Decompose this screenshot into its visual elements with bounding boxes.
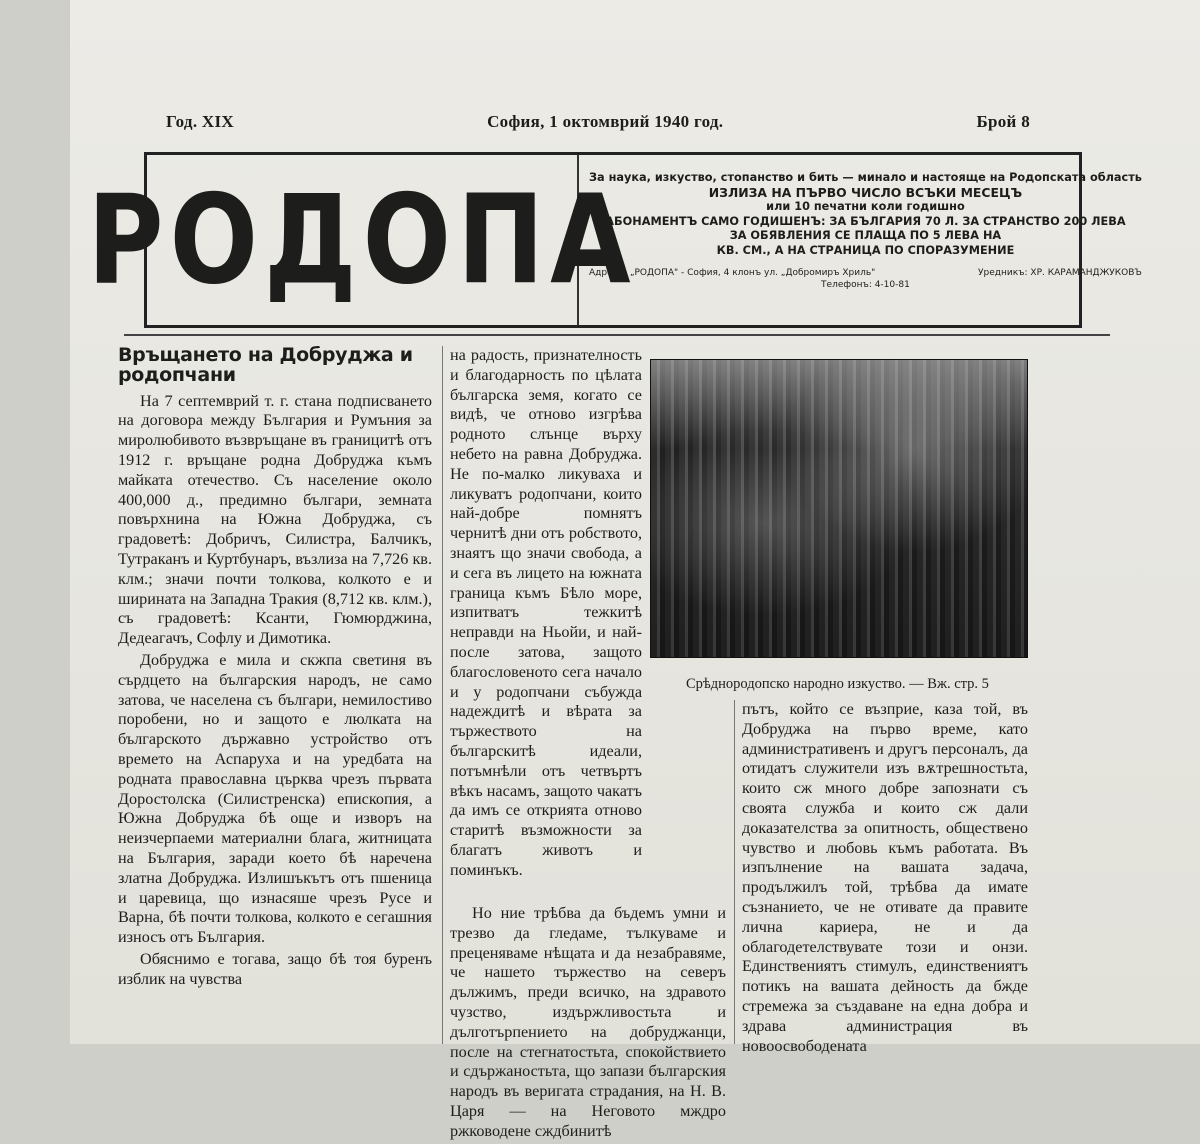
masthead-editor: Уредникъ: ХР. КАРАМАНДЖУКОВЪ: [978, 268, 1142, 278]
issue-number: Брой 8: [976, 112, 1030, 131]
photo-caption: Срѣднородопско народно изкуство. — Вж. стр. 5: [686, 676, 989, 692]
column-divider: [442, 346, 443, 1044]
masthead-phone: Телефонъ: 4-10-81: [821, 280, 910, 290]
article-headline: Връщането на Добруджа и родопчани: [118, 344, 413, 386]
masthead-frequency: ИЗЛИЗА НА ПЪРВО ЧИСЛО ВСЪКИ МЕСЕЦЪ: [708, 184, 1023, 200]
issue-header: [166, 112, 1030, 132]
newspaper-title: РОДОПА: [87, 168, 637, 312]
article-column-1: [118, 346, 432, 992]
masthead-info: [577, 155, 1150, 325]
masthead-pages: или 10 печатни коли годишно: [766, 200, 965, 213]
masthead-contacts: [589, 268, 1142, 278]
paragraph: пътъ, който се възприе, каза той, въ Добруджа на първо време, като административенъ и другъ персоналъ, да отидатъ служители изъ вѫтрешностьта, които сж много добре запознати съ своята служба и които сж дали доказателства за опитность, обществено чувство и любовь къмъ работата. Въ изпълнение на вашата задача, продължилъ той, трѣбва да имате съзнанието, че не отивате да правите лична кариера, не и да облагодетелствувате този и онзи. Единствениятъ стимулъ, единствениятъ потикъ на вашата дейность да бжде стремежа за създаване на една добра и здрава администрация въ новоосвободената: [742, 700, 1028, 1055]
masthead-address: Адресъ: „РОДОПА" - София, 4 клонъ ул. „Добромиръ Хриль": [589, 268, 876, 278]
masthead: [87, 152, 1142, 328]
column-divider: [734, 700, 735, 1044]
masthead-ads-2: КВ. СМ., А НА СТРАНИЦА ПО СПОРАЗУМЕНИЕ: [716, 243, 1015, 257]
newspaper-page: [70, 0, 1200, 1140]
article-column-2-top: [450, 346, 642, 883]
masthead-subscription: АБОНАМЕНТЪ САМО ГОДИШЕНЪ: ЗА БЪЛГАРИЯ 70 Л. ЗА СТРАНСТВО 200 ЛЕВА: [605, 214, 1126, 228]
article-column-2-bottom: [450, 904, 726, 1144]
group-photo: [650, 359, 1028, 658]
paragraph: На 7 септемврий т. г. стана подписването на договора между България и Румъния за миролюбивото възвръщане въ границитѣ отъ 1912 г. връщане родна Добруджа къмъ майката отечество. Съ население около 400,000 д., предимно българи, земната повърхнина на Южна Добруджа, съ градоветѣ: Добричъ, Силистра, Балчикъ, Тутраканъ и Куртбунаръ, възлиза на 7,726 кв. клм.; значи почти толкова, колкото е и ширината на Западна Тракия (8,712 кв. клм.), съ градоветѣ: Ксанти, Гюмюрджина, Дедеагачъ, Софлу и Димотика.: [118, 391, 432, 648]
article-column-3: [742, 700, 1028, 1058]
paragraph: Добруджа е мила и скжпа светиня въ сърдцето на българския народъ, не само затова, че населена съ българи, немилостиво поробени, но и защото е люлката на българското държавно устройство отъ времето на Аспаруха и на уредбата на родната православна църква чрезъ първата Доростолска (Силистренска) епископия, а Южна Добруджа бѣ още и изворъ на неизчерпаеми материални блага, житницата на България, заради което бѣ наречена златна Добруджа. Излишъкътъ отъ пшеница и царевица, що изнасяше чрезъ Русе и Варна, бѣ почти толкова, колкото е сегашния износъ отъ България.: [118, 650, 432, 947]
masthead-ads: ЗА ОБЯВЛЕНИЯ СЕ ПЛАЩА ПО 5 ЛЕВА НА: [729, 229, 1002, 242]
header-rule: [124, 334, 1110, 336]
paragraph: Но ние трѣбва да бъдемъ умни и трезво да гледаме, тълкуваме и преценяваме нѣщата и да незабравяме, че нашето тържество на северъ дължимъ, преди всичко, на здравото чузство, издържливостьта и дълготърпението на добруджанци, после на стегнатостьта, спокойствието и сдържаностьта, що запази българския народъ въ веригата страдания, на Н. В. Царя — на Неговото мждро ржководене сждбинитѣ: [450, 904, 726, 1140]
volume-year: Год. XIX: [166, 112, 235, 131]
photo-shading: [651, 360, 1027, 657]
masthead-tagline: За наука, изкуство, стопанство и бить — минало и настояще на Родопската область: [589, 171, 1142, 184]
dateline: София, 1 октомврий 1940 год.: [487, 112, 724, 131]
paragraph: Обяснимо е тогава, защо бѣ тоя буренъ изблик на чувства: [118, 949, 432, 988]
paragraph: на радость, признателность и благодарность по цѣлата българска земя, когато се видѣ, че отново изгрѣва родното слънце върху небето на равна Добруджа. Не по-малко ликуваха и ликуватъ родопчани, които най-добре помнятъ чернитѣ дни отъ робството, знаятъ що значи свобода, а и сега въ лицето на южната граница къмъ Бѣло море, изпитватъ тежкитѣ неправди на Ньойи, и най-после затова, защото благословеното сега начало и у родопчани събужда надеждитѣ и вѣрата за тържеството на българскитѣ идеали, потъмнѣли отъ четвъртъ вѣкъ насамъ, защото чакатъ да имъ се открията отново старитѣ възможности за благатъ животъ и поминъкъ.: [450, 346, 642, 879]
